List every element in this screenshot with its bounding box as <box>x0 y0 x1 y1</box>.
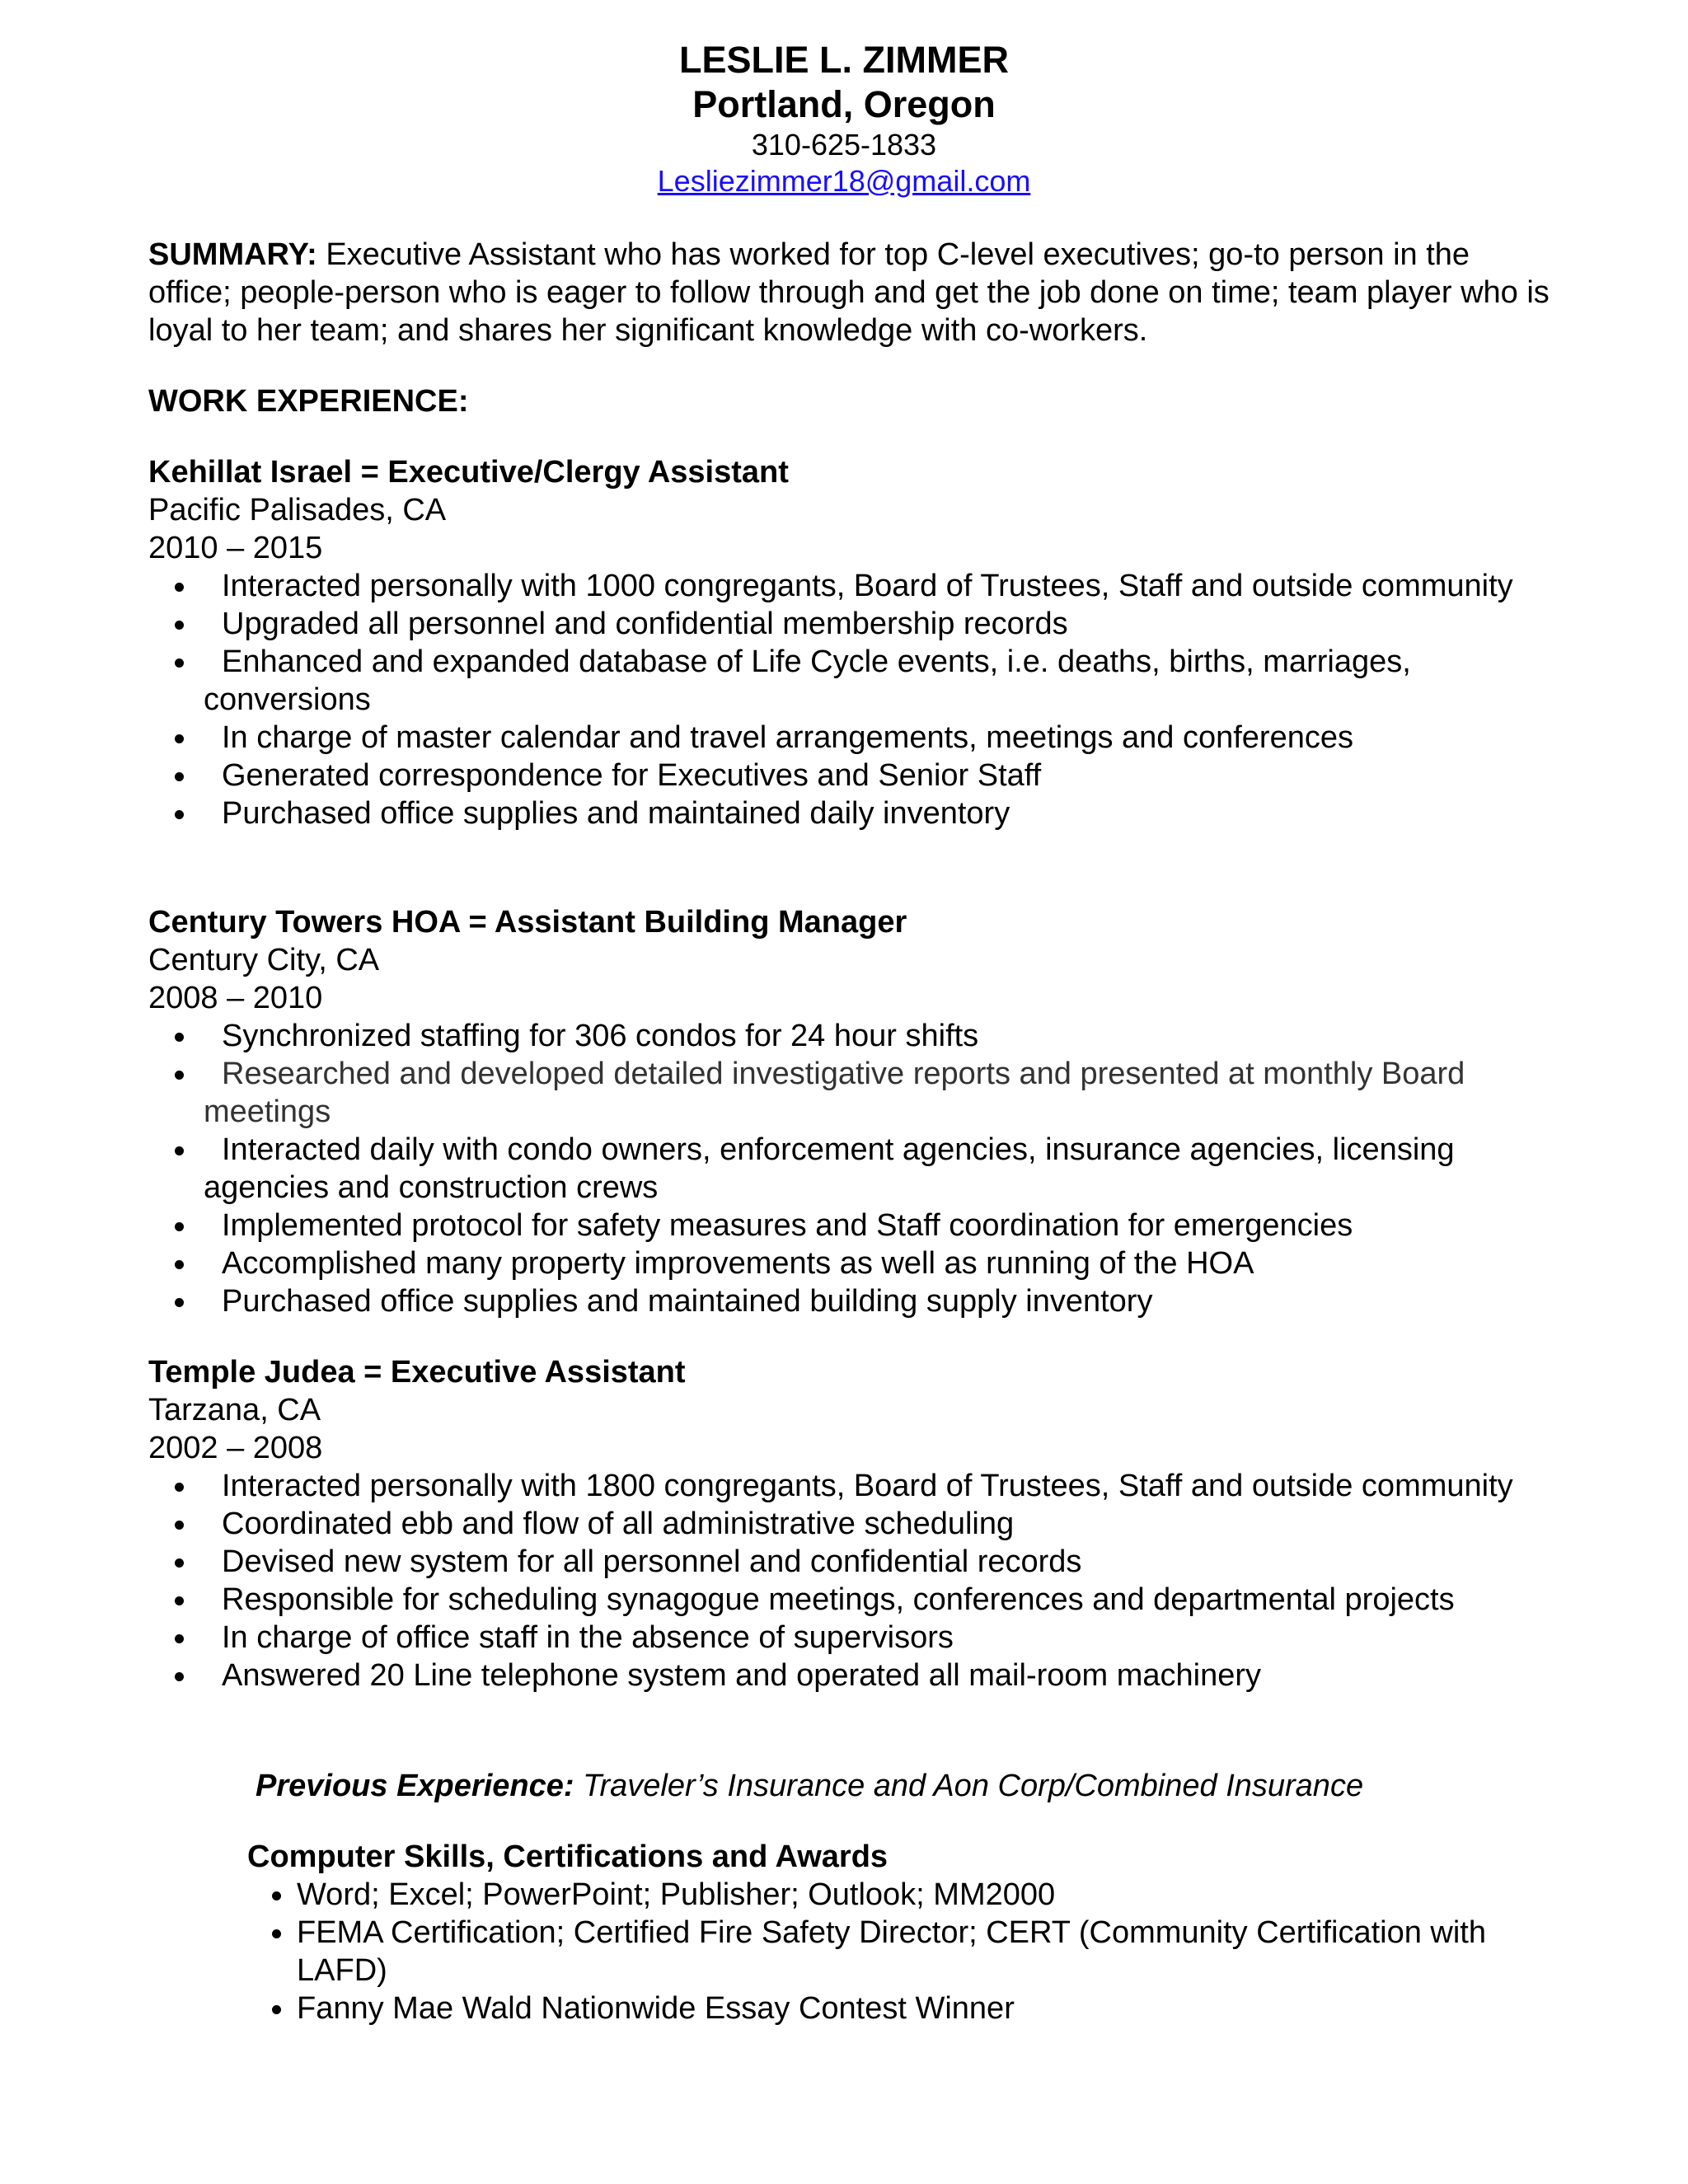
bullet-icon <box>175 1146 184 1155</box>
job-title: Kehillat Israel = Executive/Clergy Assistant <box>148 455 789 490</box>
skill-item: Fanny Mae Wald Nationwide Essay Contest Winner <box>247 1990 1550 2027</box>
job-duty-item: Implemented protocol for safety measures and Staff coordination for emergencies <box>148 1207 1550 1244</box>
bullet-icon <box>175 1071 184 1080</box>
bullet-icon <box>175 772 184 781</box>
job-duty-item: Synchronized staffing for 306 condos for 24 hour shifts <box>148 1017 1550 1055</box>
job-duty-item: Coordinated ebb and flow of all administrative scheduling <box>148 1505 1550 1543</box>
bullet-icon <box>175 1672 184 1681</box>
summary-label: SUMMARY: <box>148 237 317 272</box>
job-duty-item: In charge of master calendar and travel arrangements, meetings and conferences <box>148 719 1550 757</box>
bullet-icon <box>175 1298 184 1307</box>
job-dates: 2008 – 2010 <box>148 981 323 1015</box>
bullet-icon <box>175 1033 184 1042</box>
bullet-icon <box>272 1929 281 1938</box>
candidate-location: Portland, Oregon <box>692 83 996 125</box>
bullet-icon <box>175 1558 184 1568</box>
bullet-icon <box>175 810 184 819</box>
job-duty-item: Upgraded all personnel and confidential membership records <box>148 605 1550 643</box>
candidate-name: LESLIE L. ZIMMER <box>679 39 1009 81</box>
skill-item: FEMA Certification; Certified Fire Safety Director; CERT (Community Certification with LAFD) <box>247 1914 1550 1990</box>
bullet-icon <box>175 1634 184 1643</box>
job-duty-item: Researched and developed detailed investigative reports and presented at monthly Board meetings <box>148 1055 1550 1131</box>
previous-experience-text: Traveler’s Insurance and Aon Corp/Combined Insurance <box>583 1769 1364 1803</box>
job-duty-item: Generated correspondence for Executives and Senior Staff <box>148 757 1550 794</box>
job-entry <box>148 903 1550 1320</box>
job-duty-item: In charge of office staff in the absence of supervisors <box>148 1619 1550 1657</box>
candidate-phone: 310-625-1833 <box>751 128 937 162</box>
job-location: Tarzana, CA <box>148 1393 321 1427</box>
job-entry <box>148 453 1550 832</box>
job-duty-item: Interacted daily with condo owners, enforcement agencies, insurance agencies, licensing agencies and construction crews <box>148 1131 1550 1207</box>
bullet-icon <box>175 1521 184 1530</box>
job-duties-list <box>148 1467 1550 1694</box>
job-location: Pacific Palisades, CA <box>148 493 447 527</box>
summary-section <box>148 236 1550 349</box>
job-duty-item: Interacted personally with 1800 congregants, Board of Trustees, Staff and outside community <box>148 1467 1550 1505</box>
previous-experience-label: Previous Experience: <box>256 1769 574 1803</box>
skills-heading: Computer Skills, Certifications and Awards <box>247 1840 889 1874</box>
skills-section <box>247 1838 1550 2027</box>
job-title: Century Towers HOA = Assistant Building Manager <box>148 905 907 940</box>
job-duties-list <box>148 1017 1550 1320</box>
bullet-icon <box>175 1483 184 1492</box>
job-duty-item: Responsible for scheduling synagogue meetings, conferences and departmental projects <box>148 1581 1550 1619</box>
bullet-icon <box>175 1222 184 1231</box>
bullet-icon <box>175 1596 184 1605</box>
bullet-icon <box>175 621 184 630</box>
skills-list <box>247 1876 1550 2027</box>
bullet-icon <box>175 583 184 592</box>
job-dates: 2002 – 2008 <box>148 1431 323 1465</box>
resume-header <box>0 33 1688 199</box>
job-duty-item: Answered 20 Line telephone system and operated all mail-room machinery <box>148 1657 1550 1694</box>
job-location: Century City, CA <box>148 943 380 977</box>
job-duties-list <box>148 567 1550 832</box>
job-entry <box>148 1353 1550 1694</box>
previous-experience <box>256 1767 1363 1805</box>
skill-item: Word; Excel; PowerPoint; Publisher; Outlook; MM2000 <box>247 1876 1550 1914</box>
work-experience-heading: WORK EXPERIENCE: <box>148 384 469 419</box>
job-title: Temple Judea = Executive Assistant <box>148 1355 686 1390</box>
job-dates: 2010 – 2015 <box>148 531 323 565</box>
job-duty-item: Purchased office supplies and maintained daily inventory <box>148 794 1550 832</box>
candidate-email-link[interactable]: Lesliezimmer18@gmail.com <box>657 164 1031 198</box>
bullet-icon <box>175 1260 184 1269</box>
job-duty-item: Interacted personally with 1000 congregants, Board of Trustees, Staff and outside community <box>148 567 1550 605</box>
job-duty-item: Accomplished many property improvements as well as running of the HOA <box>148 1244 1550 1282</box>
summary-text: Executive Assistant who has worked for top C-level executives; go-to person in the office; people-person who is eager to follow through and get the job done on time; team player who is loyal to her team; and shares her significant knowledge with co-workers. <box>148 237 1550 348</box>
bullet-icon <box>272 2005 281 2014</box>
bullet-icon <box>175 734 184 743</box>
job-duty-item: Purchased office supplies and maintained building supply inventory <box>148 1282 1550 1320</box>
job-duty-item: Devised new system for all personnel and confidential records <box>148 1543 1550 1581</box>
bullet-icon <box>272 1891 281 1900</box>
job-duty-item: Enhanced and expanded database of Life Cycle events, i.e. deaths, births, marriages, conversions <box>148 643 1550 719</box>
bullet-icon <box>175 658 184 668</box>
